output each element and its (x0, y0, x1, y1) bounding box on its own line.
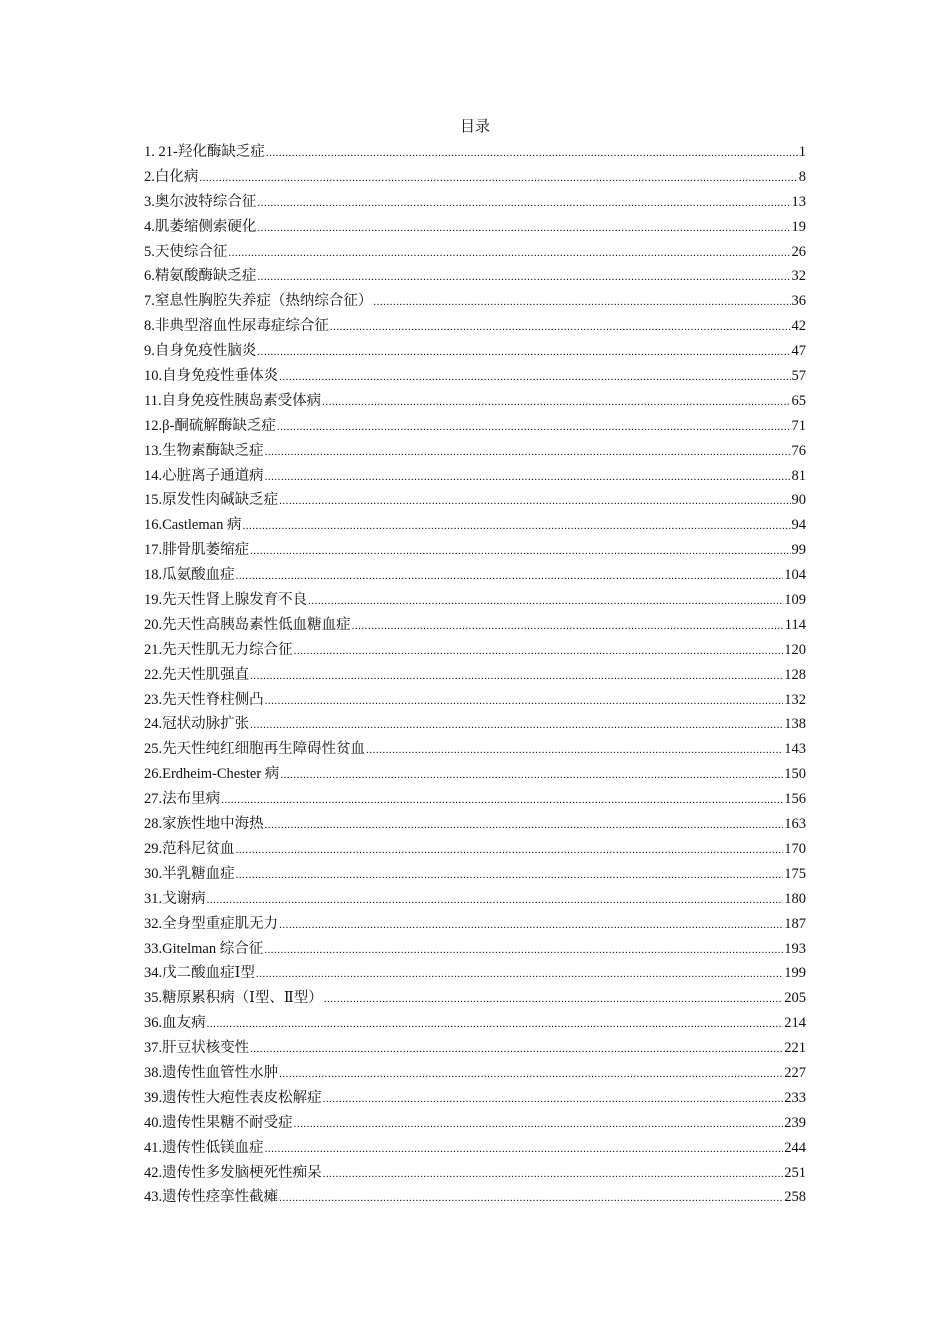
dot-leader (257, 216, 790, 241)
toc-entry-label: 10.自身免疫性垂体炎 (144, 368, 279, 385)
toc-entry-label: 22.先天性肌强直 (144, 666, 250, 683)
toc-entry[interactable] (144, 339, 806, 364)
toc-entry-label: 8.非典型溶血性尿毒症综合征 (144, 318, 329, 335)
toc-entry[interactable] (144, 712, 806, 737)
dot-leader (199, 166, 797, 191)
toc-entry[interactable] (144, 464, 806, 489)
toc-entry-label: 2.白化病 (144, 168, 199, 185)
toc-entry-page-number: 193 (784, 940, 806, 957)
toc-entry[interactable] (144, 812, 806, 837)
dot-leader (250, 664, 783, 689)
toc-entry[interactable] (144, 165, 806, 190)
toc-entry[interactable] (144, 314, 806, 339)
toc-entry-page-number: 239 (784, 1114, 806, 1131)
toc-entry-page-number: 128 (784, 666, 806, 683)
toc-entry-label: 32.全身型重症肌无力 (144, 915, 279, 932)
toc-entry[interactable] (144, 1036, 806, 1061)
dot-leader (257, 191, 790, 216)
toc-entry[interactable] (144, 613, 806, 638)
toc-entry[interactable] (144, 439, 806, 464)
toc-entry-page-number: 187 (784, 915, 806, 932)
dot-leader (373, 290, 790, 315)
toc-entry-page-number: 143 (784, 741, 806, 758)
toc-entry-page-number: 65 (791, 392, 806, 409)
dot-leader (279, 913, 783, 938)
toc-entry-page-number: 99 (791, 542, 806, 559)
dot-leader (322, 390, 790, 415)
toc-entry-label: 28.家族性地中海热 (144, 816, 264, 833)
toc-entry-label: 6.精氨酸酶缺乏症 (144, 268, 257, 285)
toc-entry-page-number: 36 (791, 293, 806, 310)
dot-leader (242, 514, 790, 539)
toc-entry-label: 9.自身免疫性脑炎 (144, 343, 257, 360)
dot-leader (294, 1112, 784, 1137)
dot-leader (366, 738, 783, 763)
toc-entry-label: 7.窒息性胸腔失养症（热纳综合征） (144, 293, 373, 310)
toc-entry-page-number: 244 (784, 1139, 806, 1156)
toc-entry-label: 16.Castleman 病 (144, 517, 242, 534)
dot-leader (207, 888, 784, 913)
toc-entry-label: 17.腓骨肌萎缩症 (144, 542, 250, 559)
toc-entry-page-number: 8 (798, 168, 806, 185)
toc-list (144, 140, 806, 1210)
toc-entry-label: 34.戊二酸血症Ⅰ型 (144, 965, 255, 982)
toc-entry-label: 23.先天性脊柱侧凸 (144, 691, 264, 708)
toc-entry-label: 14.心脏离子通道病 (144, 467, 264, 484)
dot-leader (256, 962, 783, 987)
toc-entry-label: 1. 21-羟化酶缺乏症 (144, 144, 265, 160)
dot-leader (257, 265, 790, 290)
toc-entry-label: 35.糖原累积病（Ⅰ型、Ⅱ型） (144, 990, 323, 1007)
toc-entry-label: 31.戈谢病 (144, 890, 206, 907)
dot-leader (221, 788, 783, 813)
toc-entry[interactable] (144, 737, 806, 762)
toc-entry[interactable] (144, 488, 806, 513)
toc-entry-page-number: 1 (798, 144, 806, 160)
dot-leader (250, 1037, 783, 1062)
toc-entry-label: 19.先天性肾上腺发育不良 (144, 592, 308, 609)
toc-entry[interactable] (144, 588, 806, 613)
dot-leader (207, 1012, 784, 1037)
toc-entry-label: 11.自身免疫性胰岛素受体病 (144, 392, 322, 409)
toc-entry[interactable] (144, 264, 806, 289)
toc-entry-page-number: 258 (784, 1189, 806, 1206)
toc-entry-page-number: 104 (784, 567, 806, 584)
toc-entry-page-number: 170 (784, 840, 806, 857)
toc-entry-page-number: 32 (791, 268, 806, 285)
dot-leader (294, 639, 784, 664)
toc-entry-label: 15.原发性肉碱缺乏症 (144, 492, 279, 509)
toc-entry[interactable] (144, 663, 806, 688)
toc-entry-page-number: 114 (784, 616, 806, 633)
toc-entry[interactable] (144, 1111, 806, 1136)
dot-leader (265, 689, 784, 714)
toc-entry[interactable] (144, 190, 806, 215)
dot-leader (330, 315, 791, 340)
dot-leader (250, 539, 790, 564)
toc-entry-page-number: 175 (784, 865, 806, 882)
toc-entry-page-number: 76 (791, 442, 806, 459)
toc-entry-label: 39.遗传性大疱性表皮松解症 (144, 1089, 322, 1106)
dot-leader (323, 1087, 784, 1112)
toc-entry-page-number: 81 (791, 467, 806, 484)
dot-leader (279, 1062, 783, 1087)
toc-entry-page-number: 26 (791, 243, 806, 260)
toc-entry-page-number: 94 (791, 517, 806, 534)
dot-leader (250, 713, 783, 738)
toc-entry-label: 42.遗传性多发脑梗死性痴呆 (144, 1164, 322, 1181)
toc-entry[interactable] (144, 1161, 806, 1186)
toc-entry-page-number: 57 (791, 368, 806, 385)
toc-entry-page-number: 90 (791, 492, 806, 509)
toc-entry[interactable] (144, 364, 806, 389)
dot-leader (265, 465, 791, 490)
toc-entry-label: 33.Gitelman 综合征 (144, 940, 264, 957)
toc-entry[interactable] (144, 1011, 806, 1036)
toc-entry-label: 27.法布里病 (144, 791, 221, 808)
dot-leader (323, 1162, 784, 1187)
toc-entry[interactable] (144, 538, 806, 563)
toc-entry[interactable] (144, 240, 806, 265)
toc-entry[interactable] (144, 513, 806, 538)
toc-entry[interactable] (144, 215, 806, 240)
dot-leader (279, 1186, 783, 1211)
dot-leader (236, 863, 784, 888)
dot-leader (257, 340, 790, 365)
toc-entry[interactable] (144, 1086, 806, 1111)
toc-entry-label: 38.遗传性血管性水肿 (144, 1064, 279, 1081)
toc-entry-page-number: 163 (784, 816, 806, 833)
toc-entry-label: 36.血友病 (144, 1015, 206, 1032)
toc-entry[interactable] (144, 912, 806, 937)
toc-entry[interactable] (144, 986, 806, 1011)
toc-entry-page-number: 205 (784, 990, 806, 1007)
toc-entry-label: 29.范科尼贫血 (144, 840, 235, 857)
dot-leader (308, 589, 783, 614)
toc-entry-page-number: 251 (784, 1164, 806, 1181)
toc-entry-label: 40.遗传性果糖不耐受症 (144, 1114, 293, 1131)
toc-entry[interactable] (144, 563, 806, 588)
dot-leader (352, 614, 784, 639)
toc-entry-page-number: 227 (784, 1064, 806, 1081)
toc-entry-label: 25.先天性纯红细胞再生障碍性贫血 (144, 741, 366, 758)
toc-entry[interactable] (144, 1185, 806, 1210)
toc-entry-page-number: 233 (784, 1089, 806, 1106)
toc-entry-label: 20.先天性高胰岛素性低血糖血症 (144, 616, 351, 633)
toc-title: 目录 (459, 119, 490, 135)
toc-entry-page-number: 120 (784, 641, 806, 658)
toc-entry-page-number: 214 (784, 1015, 806, 1032)
toc-entry[interactable] (144, 787, 806, 812)
toc-entry[interactable] (144, 887, 806, 912)
toc-entry[interactable] (144, 1136, 806, 1161)
toc-entry[interactable] (144, 1061, 806, 1086)
dot-leader (279, 365, 790, 390)
toc-entry-page-number: 19 (791, 218, 806, 235)
toc-entry-page-number: 47 (791, 343, 806, 360)
dot-leader (265, 1137, 784, 1162)
toc-entry-label: 21.先天性肌无力综合征 (144, 641, 293, 658)
dot-leader (280, 763, 783, 788)
toc-entry-label: 26.Erdheim-Chester 病 (144, 766, 280, 783)
toc-entry-label: 4.肌萎缩侧索硬化 (144, 218, 257, 235)
toc-entry-page-number: 109 (784, 592, 806, 609)
toc-entry[interactable] (144, 937, 806, 962)
toc-entry-label: 3.奥尔波特综合征 (144, 193, 257, 210)
toc-entry-page-number: 156 (784, 791, 806, 808)
toc-entry-page-number: 13 (791, 193, 806, 210)
toc-entry-label: 18.瓜氨酸血症 (144, 567, 235, 584)
toc-entry[interactable] (144, 140, 806, 165)
toc-entry-label: 12.β-酮硫解酶缺乏症 (144, 417, 276, 434)
dot-leader (279, 489, 790, 514)
dot-leader (277, 415, 791, 440)
toc-entry[interactable] (144, 762, 806, 787)
toc-entry[interactable] (144, 289, 806, 314)
toc-entry-label: 30.半乳糖血症 (144, 865, 235, 882)
toc-entry-page-number: 132 (784, 691, 806, 708)
dot-leader (236, 564, 784, 589)
dot-leader (265, 813, 784, 838)
toc-entry-label: 37.肝豆状核变性 (144, 1040, 250, 1057)
toc-entry-page-number: 199 (784, 965, 806, 982)
toc-entry[interactable] (144, 688, 806, 713)
toc-entry-label: 13.生物素酶缺乏症 (144, 442, 264, 459)
dot-leader (266, 141, 798, 166)
toc-entry-page-number: 138 (784, 716, 806, 733)
dot-leader (265, 440, 791, 465)
toc-entry[interactable] (144, 638, 806, 663)
toc-entry-page-number: 71 (791, 417, 806, 434)
toc-entry[interactable] (144, 389, 806, 414)
toc-entry[interactable] (144, 961, 806, 986)
toc-entry-label: 41.遗传性低镁血症 (144, 1139, 264, 1156)
dot-leader (236, 838, 784, 863)
toc-entry-label: 5.天使综合征 (144, 243, 228, 260)
toc-entry[interactable] (144, 837, 806, 862)
toc-entry[interactable] (144, 862, 806, 887)
toc-entry-page-number: 180 (784, 890, 806, 907)
dot-leader (324, 987, 784, 1012)
toc-entry[interactable] (144, 414, 806, 439)
toc-entry-page-number: 221 (784, 1040, 806, 1057)
toc-entry-page-number: 150 (784, 766, 806, 783)
toc-entry-page-number: 42 (791, 318, 806, 335)
toc-entry-label: 24.冠状动脉扩张 (144, 716, 250, 733)
toc-entry-label: 43.遗传性痉挛性截瘫 (144, 1189, 279, 1206)
dot-leader (264, 938, 783, 963)
dot-leader (228, 241, 790, 266)
